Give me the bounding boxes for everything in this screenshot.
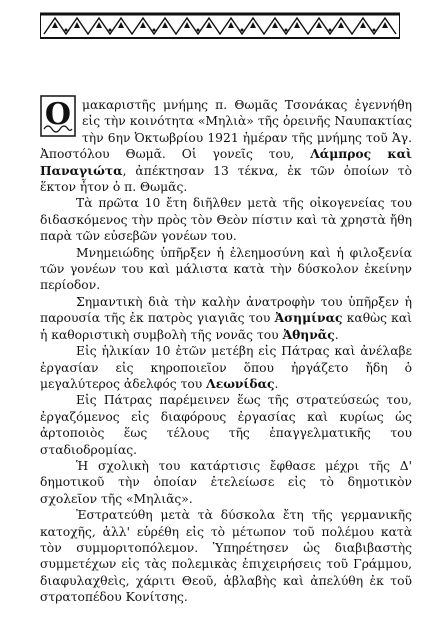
paragraph	[40, 294, 412, 343]
text-run: Ἐστρατεύθη μετὰ τὰ δύσκολα ἔτη τῆς γερμανικῆς κατοχῆς, ἀλλ' εὑρέθη εἰς τὸ μέτωπον τοῦ πολέμου κατὰ τὸν συμμοριτοπόλεμον. Ὑπηρέτησεν ὡς διαβιβαστὴς συμμετέχων εἰς τὰς πολεμικὰς ἐπιχειρήσεις τοῦ Γράμμου, διαφυλαχθεὶς, χάριτι Θεοῦ, ἀβλαβὴς καὶ ἀπελύθη ἐκ τοῦ στρατοπέδου Κονίτσης.	[40, 508, 412, 605]
paragraph	[40, 245, 412, 294]
text-run: Μνημειώδης ὑπῆρξεν ἡ ἐλεημοσύνη καὶ ἡ φιλοξενία τῶν γονέων του καὶ μάλιστα κατὰ τὴν δύσκολον ἐκείνην περίοδον.	[40, 245, 412, 293]
ornamental-dropcap	[40, 95, 76, 137]
text-run: Εἰς ἡλικίαν 10 ἐτῶν μετέβη εἰς Πάτρας καὶ ἀνέλαβε ἐργασίαν εἰς κηροποιεῖον ὅπου ἠργάζετο ἤδη ὁ μεγαλύτερος ἀδελφός του	[40, 344, 412, 391]
paragraph	[40, 195, 412, 244]
text-run: Ἡ σχολικὴ του κατάρτισις ἔφθασε μέχρι τῆς Δ' δημοτικοῦ τὴν ὁποίαν ἐτελείωσε εἰς τὸ δημοτικὸν σχολεῖον τῆς «Μηλιᾶς».	[40, 458, 412, 506]
paragraph	[40, 392, 412, 458]
text-run: Σημαντικὴ διὰ τὴν καλὴν ἀνατροφὴν του ὑπῆρξεν ἡ παρουσία τῆς ἐκ πατρὸς γιαγιᾶς του	[40, 294, 412, 326]
dropcap-letter: Ο	[44, 97, 72, 132]
text-run: μακαριστῆς μνήμης π. Θωμᾶς Τσονάκας ἐγεννήθη εἰς τὴν κοινότητα «Μηλιὰ» τῆς ὀρεινῆς Ναυπακτίας τὴν 6ην Ὀκτωβρίου 1921 ἡμέραν τῆς μνήμης τοῦ Ἁγ. Ἀποστόλου Θωμᾶ. Οἱ γονεῖς του,	[40, 98, 412, 162]
emphasized-name: Λάμπρος καὶ Παναγιώτα	[40, 146, 412, 178]
text-run: Εἰς Πάτρας παρέμεινεν ἕως τῆς στρατεύσεώς του, ἐργαζόμενος εἰς διαφόρους ἐργασίας καὶ κυρίως ὡς ἀρτοποιὸς ἕως τέλους τῆς ἐπαγγελματικῆς του σταδιοδρομίας.	[40, 393, 412, 457]
text-run: .	[334, 327, 339, 342]
body-text	[40, 97, 412, 606]
paragraph	[40, 97, 412, 195]
decorative-border-band	[40, 10, 400, 40]
paragraph	[40, 458, 412, 507]
paragraph	[40, 507, 412, 605]
text-run: , ἀπέκτησαν 13 τέκνα, ἐκ τῶν ὁποίων τὸ ἕκτον ἦτον ὁ π. Θωμᾶς.	[40, 163, 412, 195]
emphasized-name: Λεωνίδας	[206, 375, 275, 391]
text-run: Τὰ πρῶτα 10 ἔτη διῆλθεν μετὰ τῆς οἰκογενείας του διδασκόμενος τὴν πρὸς τὸν Θεὸν πίστιν καὶ τὰ χρηστὰ ἤθη παρὰ τῶν εὐσεβῶν γονέων του.	[40, 196, 412, 244]
paragraph	[40, 343, 412, 392]
text-run: καθὼς καὶ ἡ καθοριστικὴ συμβολὴ τῆς νονᾶς του	[40, 311, 412, 342]
emphasized-name: Ἀθηνᾶς	[282, 326, 335, 342]
text-run: .	[274, 376, 279, 391]
emphasized-name: Ἀσημίνας	[274, 310, 343, 326]
